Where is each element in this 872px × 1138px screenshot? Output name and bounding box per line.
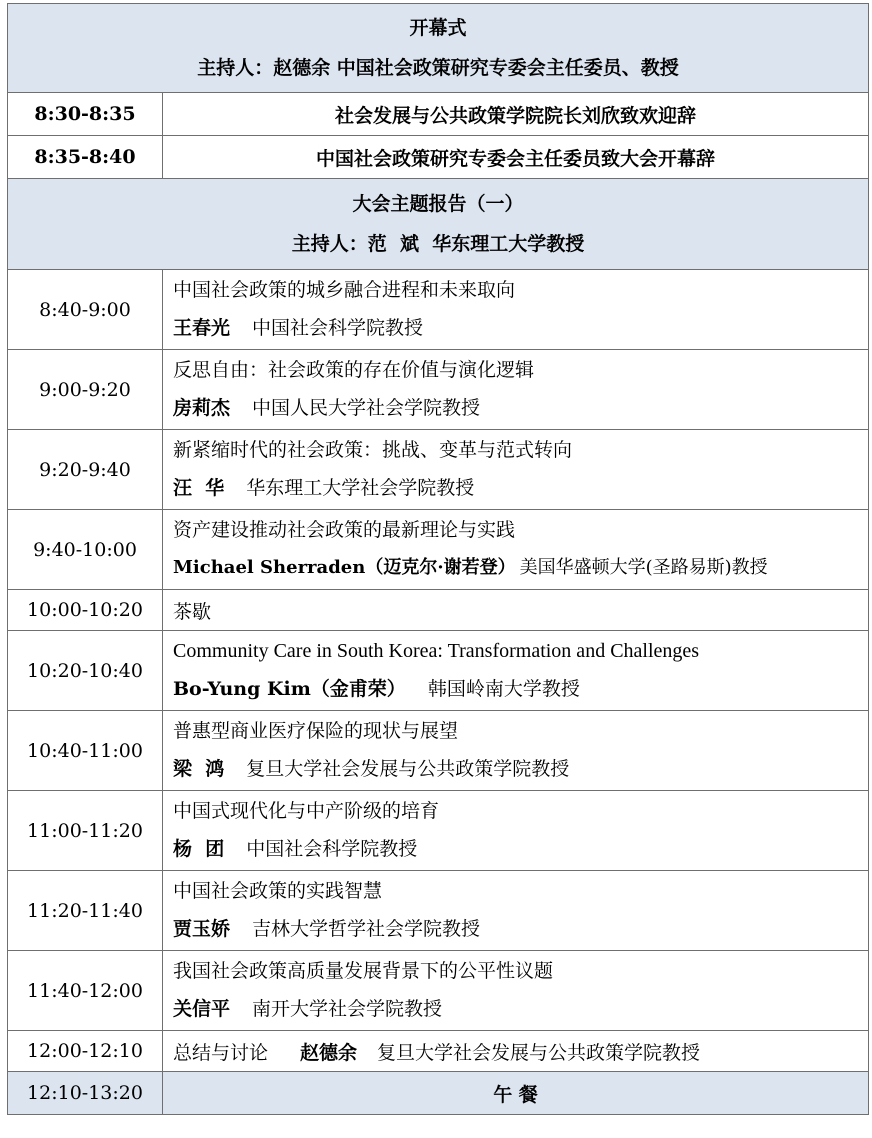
speaker-name: 杨 团: [173, 838, 225, 860]
speaker-name: 贾玉娇: [173, 918, 231, 940]
opening-header: [8, 4, 869, 93]
talk-title: 我国社会政策高质量发展背景下的公平性议题: [173, 960, 554, 982]
talk-cell: [163, 871, 869, 951]
speaker-name: 汪 华: [173, 477, 225, 499]
table-row: [8, 631, 869, 711]
talk-speaker: [173, 470, 868, 506]
time-cell: 12:00-12:10: [8, 1031, 163, 1072]
time-cell: 8:40-9:00: [8, 270, 163, 350]
speaker-affiliation: 中国社会科学院教授: [252, 317, 424, 339]
plenary-header: [8, 179, 869, 270]
talk-title: 普惠型商业医疗保险的现状与展望: [173, 720, 459, 742]
time-cell: 8:30-8:35: [8, 93, 163, 136]
time-cell: 10:20-10:40: [8, 631, 163, 711]
talk-title: 新紧缩时代的社会政策：挑战、变革与范式转向: [173, 439, 573, 461]
table-row: [8, 430, 869, 510]
talk-speaker: [173, 751, 868, 787]
talk-cell: [163, 510, 869, 590]
table-row: [8, 951, 869, 1031]
summary-affiliation: 复旦大学社会发展与公共政策学院教授: [377, 1041, 701, 1064]
talk-speaker: [173, 550, 868, 586]
plenary-host: 主持人：范 斌 华东理工大学教授: [291, 233, 585, 255]
table-row: [8, 93, 869, 136]
desc-cell: 中国社会政策研究专委会主任委员致大会开幕辞: [163, 136, 869, 179]
speaker-affiliation: 南开大学社会学院教授: [252, 998, 443, 1020]
speaker-name: 王春光: [173, 317, 231, 339]
speaker-name: 梁 鸿: [173, 758, 225, 780]
talk-speaker: [173, 991, 868, 1027]
speaker-name: Michael Sherraden（迈克尔·谢若登）: [173, 557, 516, 578]
speaker-affiliation: 中国人民大学社会学院教授: [252, 397, 481, 419]
time-cell: 9:20-9:40: [8, 430, 163, 510]
time-cell: 8:35-8:40: [8, 136, 163, 179]
speaker-affiliation: 华东理工大学社会学院教授: [246, 477, 475, 499]
talk-speaker: [173, 911, 868, 947]
talk-title: 中国社会政策的实践智慧: [173, 880, 383, 902]
time-cell: 10:00-10:20: [8, 590, 163, 631]
talk-cell: [163, 350, 869, 430]
talk-title: 中国式现代化与中产阶级的培育: [173, 800, 440, 822]
plenary-title: 大会主题报告（一）: [352, 193, 524, 215]
speaker-name: 房莉杰: [173, 397, 231, 419]
time-cell: 11:00-11:20: [8, 791, 163, 871]
table-row: [8, 1072, 869, 1115]
table-row: [8, 270, 869, 350]
speaker-affiliation: 中国社会科学院教授: [246, 838, 418, 860]
speaker-affiliation: 韩国岭南大学教授: [427, 678, 580, 700]
talk-title: 中国社会政策的城乡融合进程和未来取向: [173, 279, 516, 301]
talk-cell: [163, 270, 869, 350]
speaker-affiliation: 美国华盛顿大学(圣路易斯)教授: [519, 557, 768, 578]
table-row: [8, 1031, 869, 1072]
talk-cell: [163, 951, 869, 1031]
talk-speaker: [173, 310, 868, 346]
desc-cell: 社会发展与公共政策学院院长刘欣致欢迎辞: [163, 93, 869, 136]
summary-speaker: 赵德余: [300, 1041, 358, 1064]
talk-cell: [163, 791, 869, 871]
speaker-name: 关信平: [173, 998, 231, 1020]
talk-cell: [163, 631, 869, 711]
summary-label: 总结与讨论: [173, 1041, 269, 1064]
talk-title: Community Care in South Korea: Transformation and Challenges: [173, 640, 700, 662]
talk-speaker: [173, 831, 868, 867]
time-cell: 9:40-10:00: [8, 510, 163, 590]
plenary-header-row: [8, 179, 869, 270]
opening-header-row: [8, 4, 869, 93]
table-row: [8, 871, 869, 951]
speaker-name: Bo-Yung Kim（金甫荣）: [173, 678, 406, 700]
talk-cell: [163, 711, 869, 791]
talk-speaker: [173, 671, 868, 707]
table-row: [8, 350, 869, 430]
table-row: [8, 590, 869, 631]
speaker-affiliation: 复旦大学社会发展与公共政策学院教授: [246, 758, 570, 780]
schedule-table: [7, 3, 869, 1115]
time-cell: 12:10-13:20: [8, 1072, 163, 1115]
time-cell: 9:00-9:20: [8, 350, 163, 430]
opening-host: 主持人：赵德余 中国社会政策研究专委会主任委员、教授: [197, 57, 679, 79]
talk-cell: [163, 430, 869, 510]
summary-cell: [163, 1031, 869, 1072]
table-row: [8, 711, 869, 791]
break-cell: 茶歇: [163, 590, 869, 631]
talk-speaker: [173, 390, 868, 426]
talk-title: 资产建设推动社会政策的最新理论与实践: [173, 519, 516, 541]
table-row: [8, 136, 869, 179]
time-cell: 11:40-12:00: [8, 951, 163, 1031]
speaker-affiliation: 吉林大学哲学社会学院教授: [252, 918, 481, 940]
table-row: [8, 791, 869, 871]
time-cell: 11:20-11:40: [8, 871, 163, 951]
time-cell: 10:40-11:00: [8, 711, 163, 791]
table-row: [8, 510, 869, 590]
talk-title: 反思自由：社会政策的存在价值与演化逻辑: [173, 359, 535, 381]
lunch-cell: 午 餐: [163, 1072, 869, 1115]
opening-title: 开幕式: [409, 17, 467, 39]
